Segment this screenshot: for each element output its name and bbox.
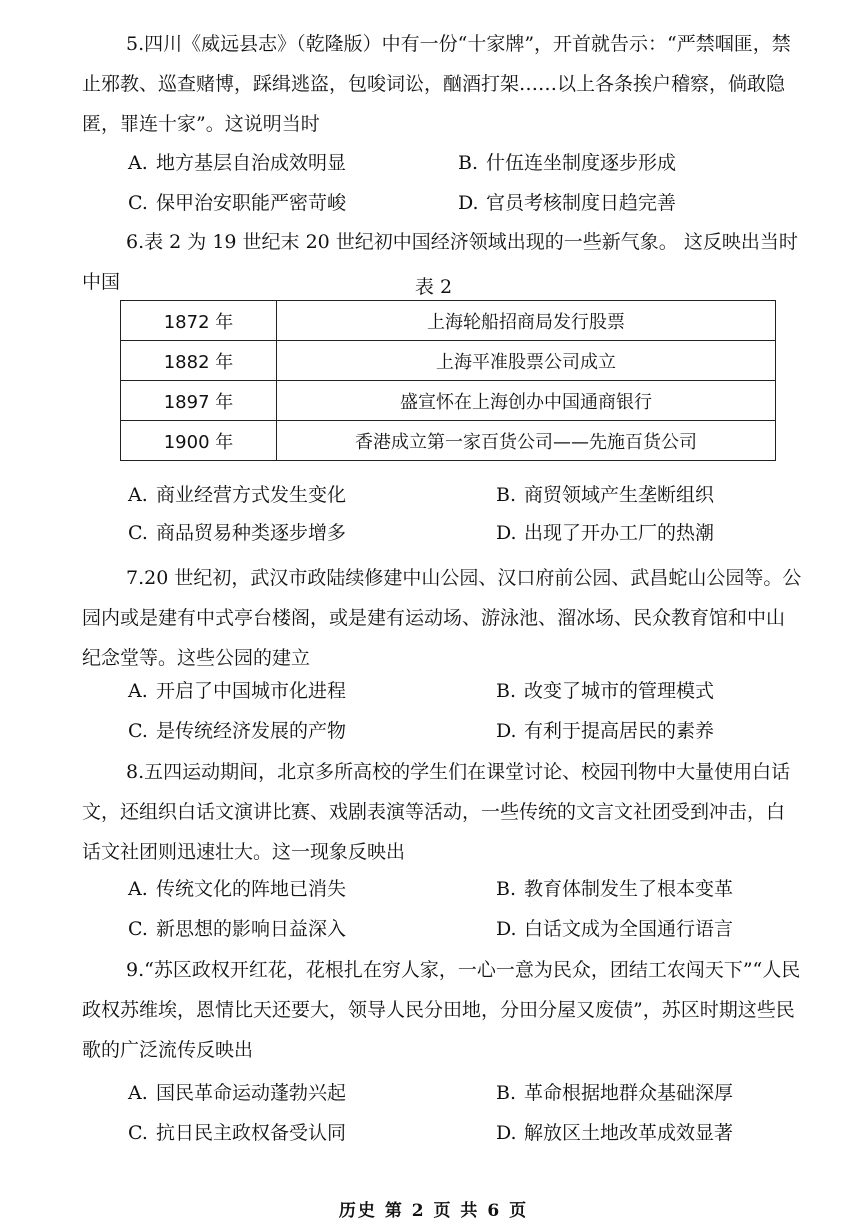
option-key: B. — [458, 152, 479, 174]
option-key: A. — [128, 878, 148, 900]
option-key: C. — [128, 1122, 148, 1144]
option-key: B. — [496, 680, 517, 702]
option-text: 白话文成为全国通行语言 — [524, 918, 734, 940]
year-cell: 1900 年 — [121, 421, 277, 461]
option-text: 新思想的影响日益深入 — [156, 918, 347, 940]
question-9-stem: 9.“苏区政权开红花，花根扎在穷人家，一心一意为民众，团结工农闯天下”“人民政权苏维埃，恩情比天还要大，领导人民分田地，分田分屋又废债”，苏区时期这些民歌的广泛流传反映出 — [82, 959, 801, 1061]
option-text: 商业经营方式发生变化 — [156, 484, 347, 506]
option-key: A. — [128, 1082, 148, 1104]
option-key: D. — [496, 720, 517, 742]
q9-option-d — [496, 1120, 733, 1146]
event-cell: 香港成立第一家百货公司——先施百货公司 — [277, 421, 776, 461]
option-text: 国民革命运动蓬勃兴起 — [156, 1082, 347, 1104]
year-cell: 1882 年 — [121, 341, 277, 381]
q6-option-c — [128, 520, 346, 546]
q6-option-b — [496, 482, 714, 508]
q6-option-a — [128, 482, 346, 508]
option-key: D. — [496, 918, 517, 940]
option-text: 有利于提高居民的素养 — [524, 720, 715, 742]
option-text: 商品贸易种类逐步增多 — [156, 522, 347, 544]
table-caption: 表 2 — [414, 276, 453, 298]
q9-option-b — [496, 1080, 733, 1106]
q5-option-d — [458, 190, 676, 216]
option-key: A. — [128, 680, 148, 702]
option-text: 传统文化的阵地已消失 — [156, 878, 347, 900]
option-text: 出现了开办工厂的热潮 — [524, 522, 715, 544]
table-row — [121, 381, 776, 421]
question-6-stem: 6.表 2 为 19 世纪末 20 世纪初中国经济领域出现的一些新气象。 这反映出当时中国 — [82, 231, 798, 293]
q7-option-a — [128, 678, 346, 704]
event-cell: 盛宣怀在上海创办中国通商银行 — [277, 381, 776, 421]
q7-option-b — [496, 678, 714, 704]
table-row — [121, 301, 776, 341]
option-text: 改变了城市的管理模式 — [524, 680, 715, 702]
option-key: B. — [496, 1082, 517, 1104]
option-text: 商贸领域产生垄断组织 — [524, 484, 715, 506]
q8-option-b — [496, 876, 733, 902]
event-cell: 上海平准股票公司成立 — [277, 341, 776, 381]
option-text: 什伍连坐制度逐步形成 — [486, 152, 677, 174]
option-key: C. — [128, 720, 148, 742]
option-key: C. — [128, 192, 148, 214]
event-cell: 上海轮船招商局发行股票 — [277, 301, 776, 341]
option-text: 是传统经济发展的产物 — [156, 720, 347, 742]
option-key: A. — [128, 152, 148, 174]
q5-option-b — [458, 150, 676, 176]
q7-option-c — [128, 718, 346, 744]
economy-table — [120, 300, 776, 461]
q8-option-a — [128, 876, 346, 902]
question-8-stem: 8.五四运动期间，北京多所高校的学生们在课堂讨论、校园刊物中大量使用白话文，还组织白话文演讲比赛、戏剧表演等活动，一些传统的文言文社团受到冲击，白话文社团则迅速壮大。这一现象反映出 — [82, 761, 791, 863]
q8-option-c — [128, 916, 346, 942]
option-text: 官员考核制度日趋完善 — [486, 192, 677, 214]
option-key: D. — [496, 1122, 517, 1144]
q9-option-a — [128, 1080, 346, 1106]
option-text: 保甲治安职能严密苛峻 — [156, 192, 347, 214]
option-text: 抗日民主政权备受认同 — [156, 1122, 347, 1144]
q8-option-d — [496, 916, 733, 942]
option-text: 开启了中国城市化进程 — [156, 680, 347, 702]
option-text: 地方基层自治成效明显 — [156, 152, 347, 174]
q7-option-d — [496, 718, 714, 744]
year-cell: 1897 年 — [121, 381, 277, 421]
table-row — [121, 341, 776, 381]
option-key: C. — [128, 918, 148, 940]
option-key: C. — [128, 522, 148, 544]
option-key: B. — [496, 484, 517, 506]
year-cell: 1872 年 — [121, 301, 277, 341]
question-5-stem: 5.四川《威远县志》（乾隆版）中有一份“十家牌”，开首就告示：“严禁啯匪，禁止邪教、巡查赌博，踩缉逃盗，包唆词讼，酗酒打架……以上各条挨户稽察，倘敢隐匿，罪连十家”。这说明当时 — [82, 33, 791, 135]
option-key: B. — [496, 878, 517, 900]
page-footer: 历史 第 2 页 共 6 页 — [338, 1201, 529, 1221]
q9-option-c — [128, 1120, 346, 1146]
q5-option-c — [128, 190, 346, 216]
option-text: 教育体制发生了根本变革 — [524, 878, 734, 900]
option-text: 革命根据地群众基础深厚 — [524, 1082, 734, 1104]
option-key: A. — [128, 484, 148, 506]
option-key: D. — [496, 522, 517, 544]
q5-option-a — [128, 150, 346, 176]
question-7-stem: 7.20 世纪初，武汉市政陆续修建中山公园、汉口府前公园、武昌蛇山公园等。公园内或是建有中式亭台楼阁，或是建有运动场、游泳池、溜冰场、民众教育馆和中山纪念堂等。这些公园的建立 — [82, 567, 802, 669]
q6-option-d — [496, 520, 714, 546]
table-row — [121, 421, 776, 461]
option-key: D. — [458, 192, 479, 214]
option-text: 解放区土地改革成效显著 — [524, 1122, 734, 1144]
